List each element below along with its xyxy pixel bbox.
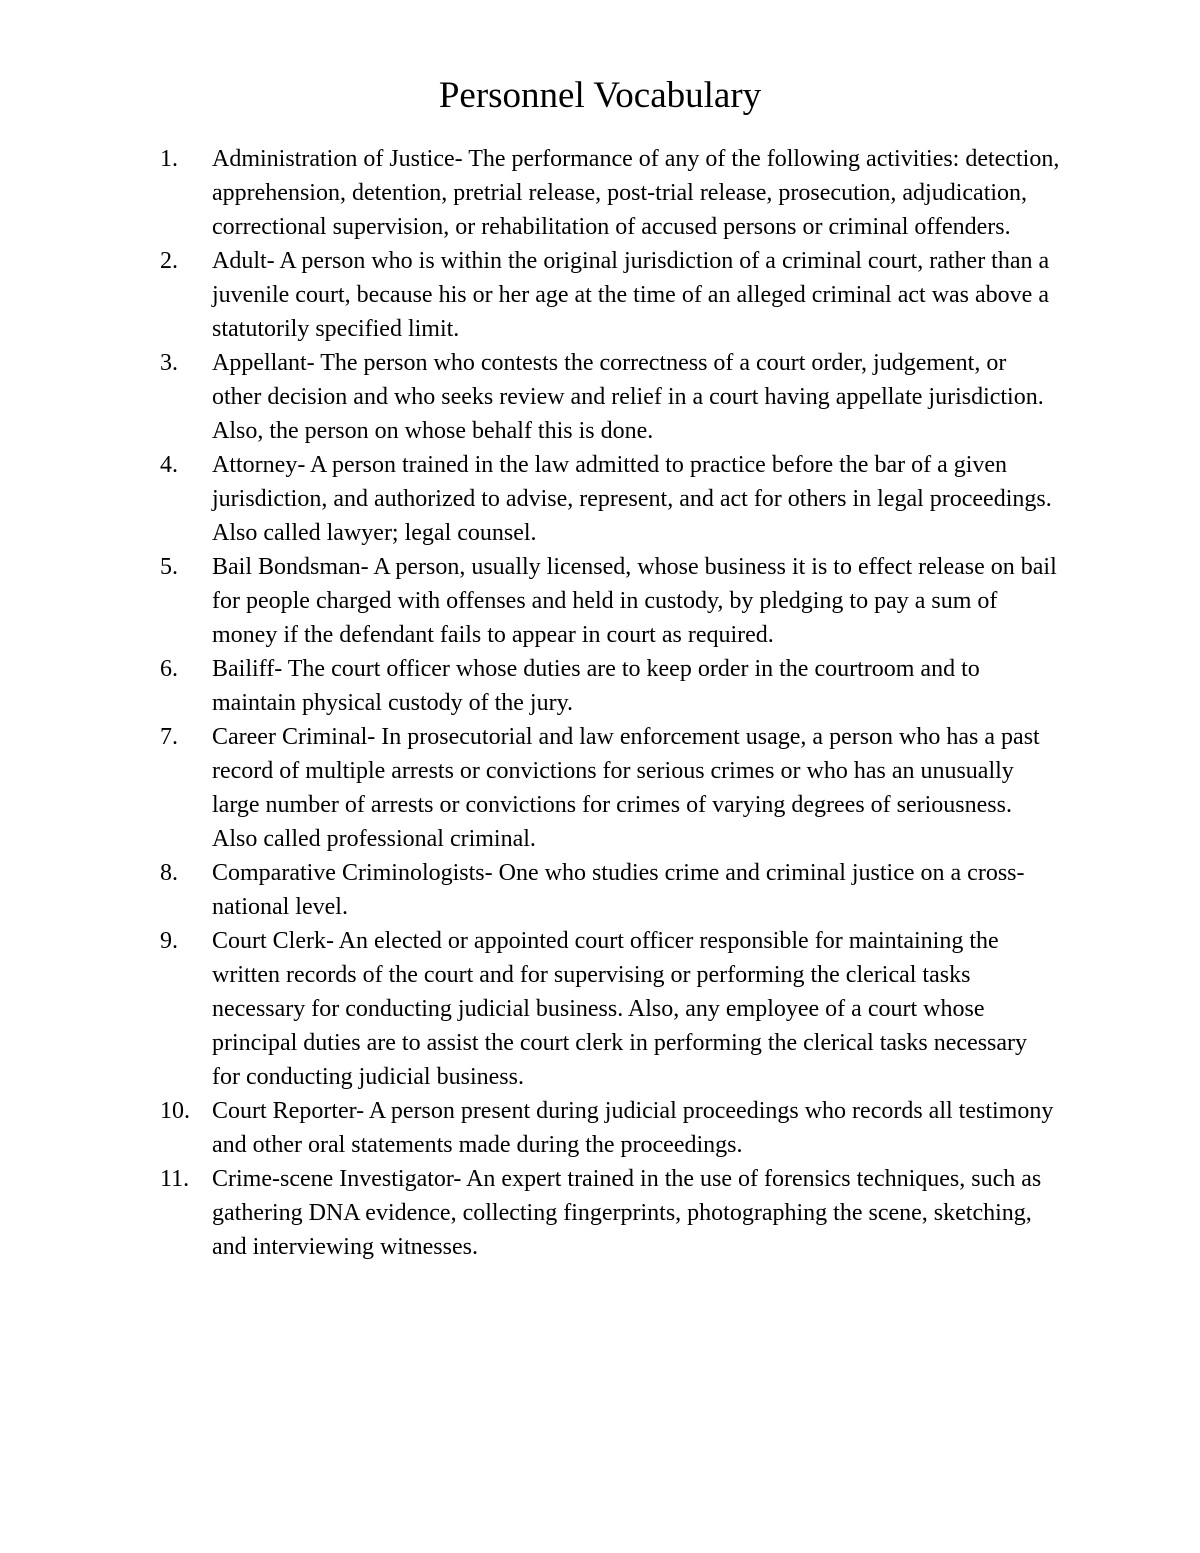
item-number: 2.: [160, 248, 178, 274]
vocabulary-list: [160, 142, 1060, 1264]
item-definition: Career Criminal- In prosecutorial and law enforcement usage, a person who has a past record of multiple arrests or convictions for serious crimes or who has an unusually large number of arrests or convictions for crimes of varying degrees of seriousness. Also called professional criminal.: [212, 724, 1040, 852]
item-number: 7.: [160, 724, 178, 750]
item-number: 10.: [160, 1098, 190, 1124]
item-definition: Court Clerk- An elected or appointed court officer responsible for maintaining the written records of the court and for supervising or performing the clerical tasks necessary for conducting judicial business. Also, any employee of a court whose principal duties are to assist the court clerk in performing the clerical tasks necessary for conducting judicial business.: [212, 928, 1028, 1090]
item-definition: Bailiff- The court officer whose duties are to keep order in the courtroom and to maintain physical custody of the jury.: [212, 656, 980, 716]
list-item: [160, 1162, 1060, 1264]
item-number: 9.: [160, 928, 178, 954]
list-item: [160, 142, 1060, 244]
item-number: 1.: [160, 146, 178, 172]
item-definition: Appellant- The person who contests the correctness of a court order, judgement, or other decision and who seeks review and relief in a court having appellate jurisdiction. Also, the person on whose behalf this is done.: [212, 350, 1044, 444]
list-item: [160, 924, 1060, 1094]
item-definition: Court Reporter- A person present during judicial proceedings who records all testimony and other oral statements made during the proceedings.: [212, 1098, 1054, 1158]
list-item: [160, 1094, 1060, 1162]
list-item: [160, 652, 1060, 720]
item-definition: Bail Bondsman- A person, usually licensed, whose business it is to effect release on bail for people charged with offenses and held in custody, by pledging to pay a sum of money if the defendant fails to appear in court as required.: [212, 554, 1057, 648]
list-item: [160, 448, 1060, 550]
item-definition: Adult- A person who is within the original jurisdiction of a criminal court, rather than a juvenile court, because his or her age at the time of an alleged criminal act was above a statutorily specified limit.: [212, 248, 1050, 342]
item-definition: Comparative Criminologists- One who studies crime and criminal justice on a cross-national level.: [212, 860, 1025, 920]
item-number: 5.: [160, 554, 178, 580]
list-item: [160, 856, 1060, 924]
item-definition: Administration of Justice- The performance of any of the following activities: detection, apprehension, detention, pretrial release, post-trial release, prosecution, adjudication, correctional supervision, or rehabilitation of accused persons or criminal offenders.: [212, 146, 1060, 240]
item-number: 11.: [160, 1166, 190, 1192]
list-item: [160, 244, 1060, 346]
item-definition: Attorney- A person trained in the law admitted to practice before the bar of a given jurisdiction, and authorized to advise, represent, and act for others in legal proceedings. Also called lawyer; legal counsel.: [212, 452, 1052, 546]
item-number: 3.: [160, 350, 178, 376]
list-item: [160, 346, 1060, 448]
item-definition: Crime-scene Investigator- An expert trained in the use of forensics techniques, such as gathering DNA evidence, collecting fingerprints, photographing the scene, sketching, and interviewing witnesses.: [212, 1166, 1042, 1260]
list-item: [160, 550, 1060, 652]
item-number: 6.: [160, 656, 178, 682]
item-number: 8.: [160, 860, 178, 886]
page-title: Personnel Vocabulary: [438, 75, 762, 116]
list-item: [160, 720, 1060, 856]
item-number: 4.: [160, 452, 178, 478]
